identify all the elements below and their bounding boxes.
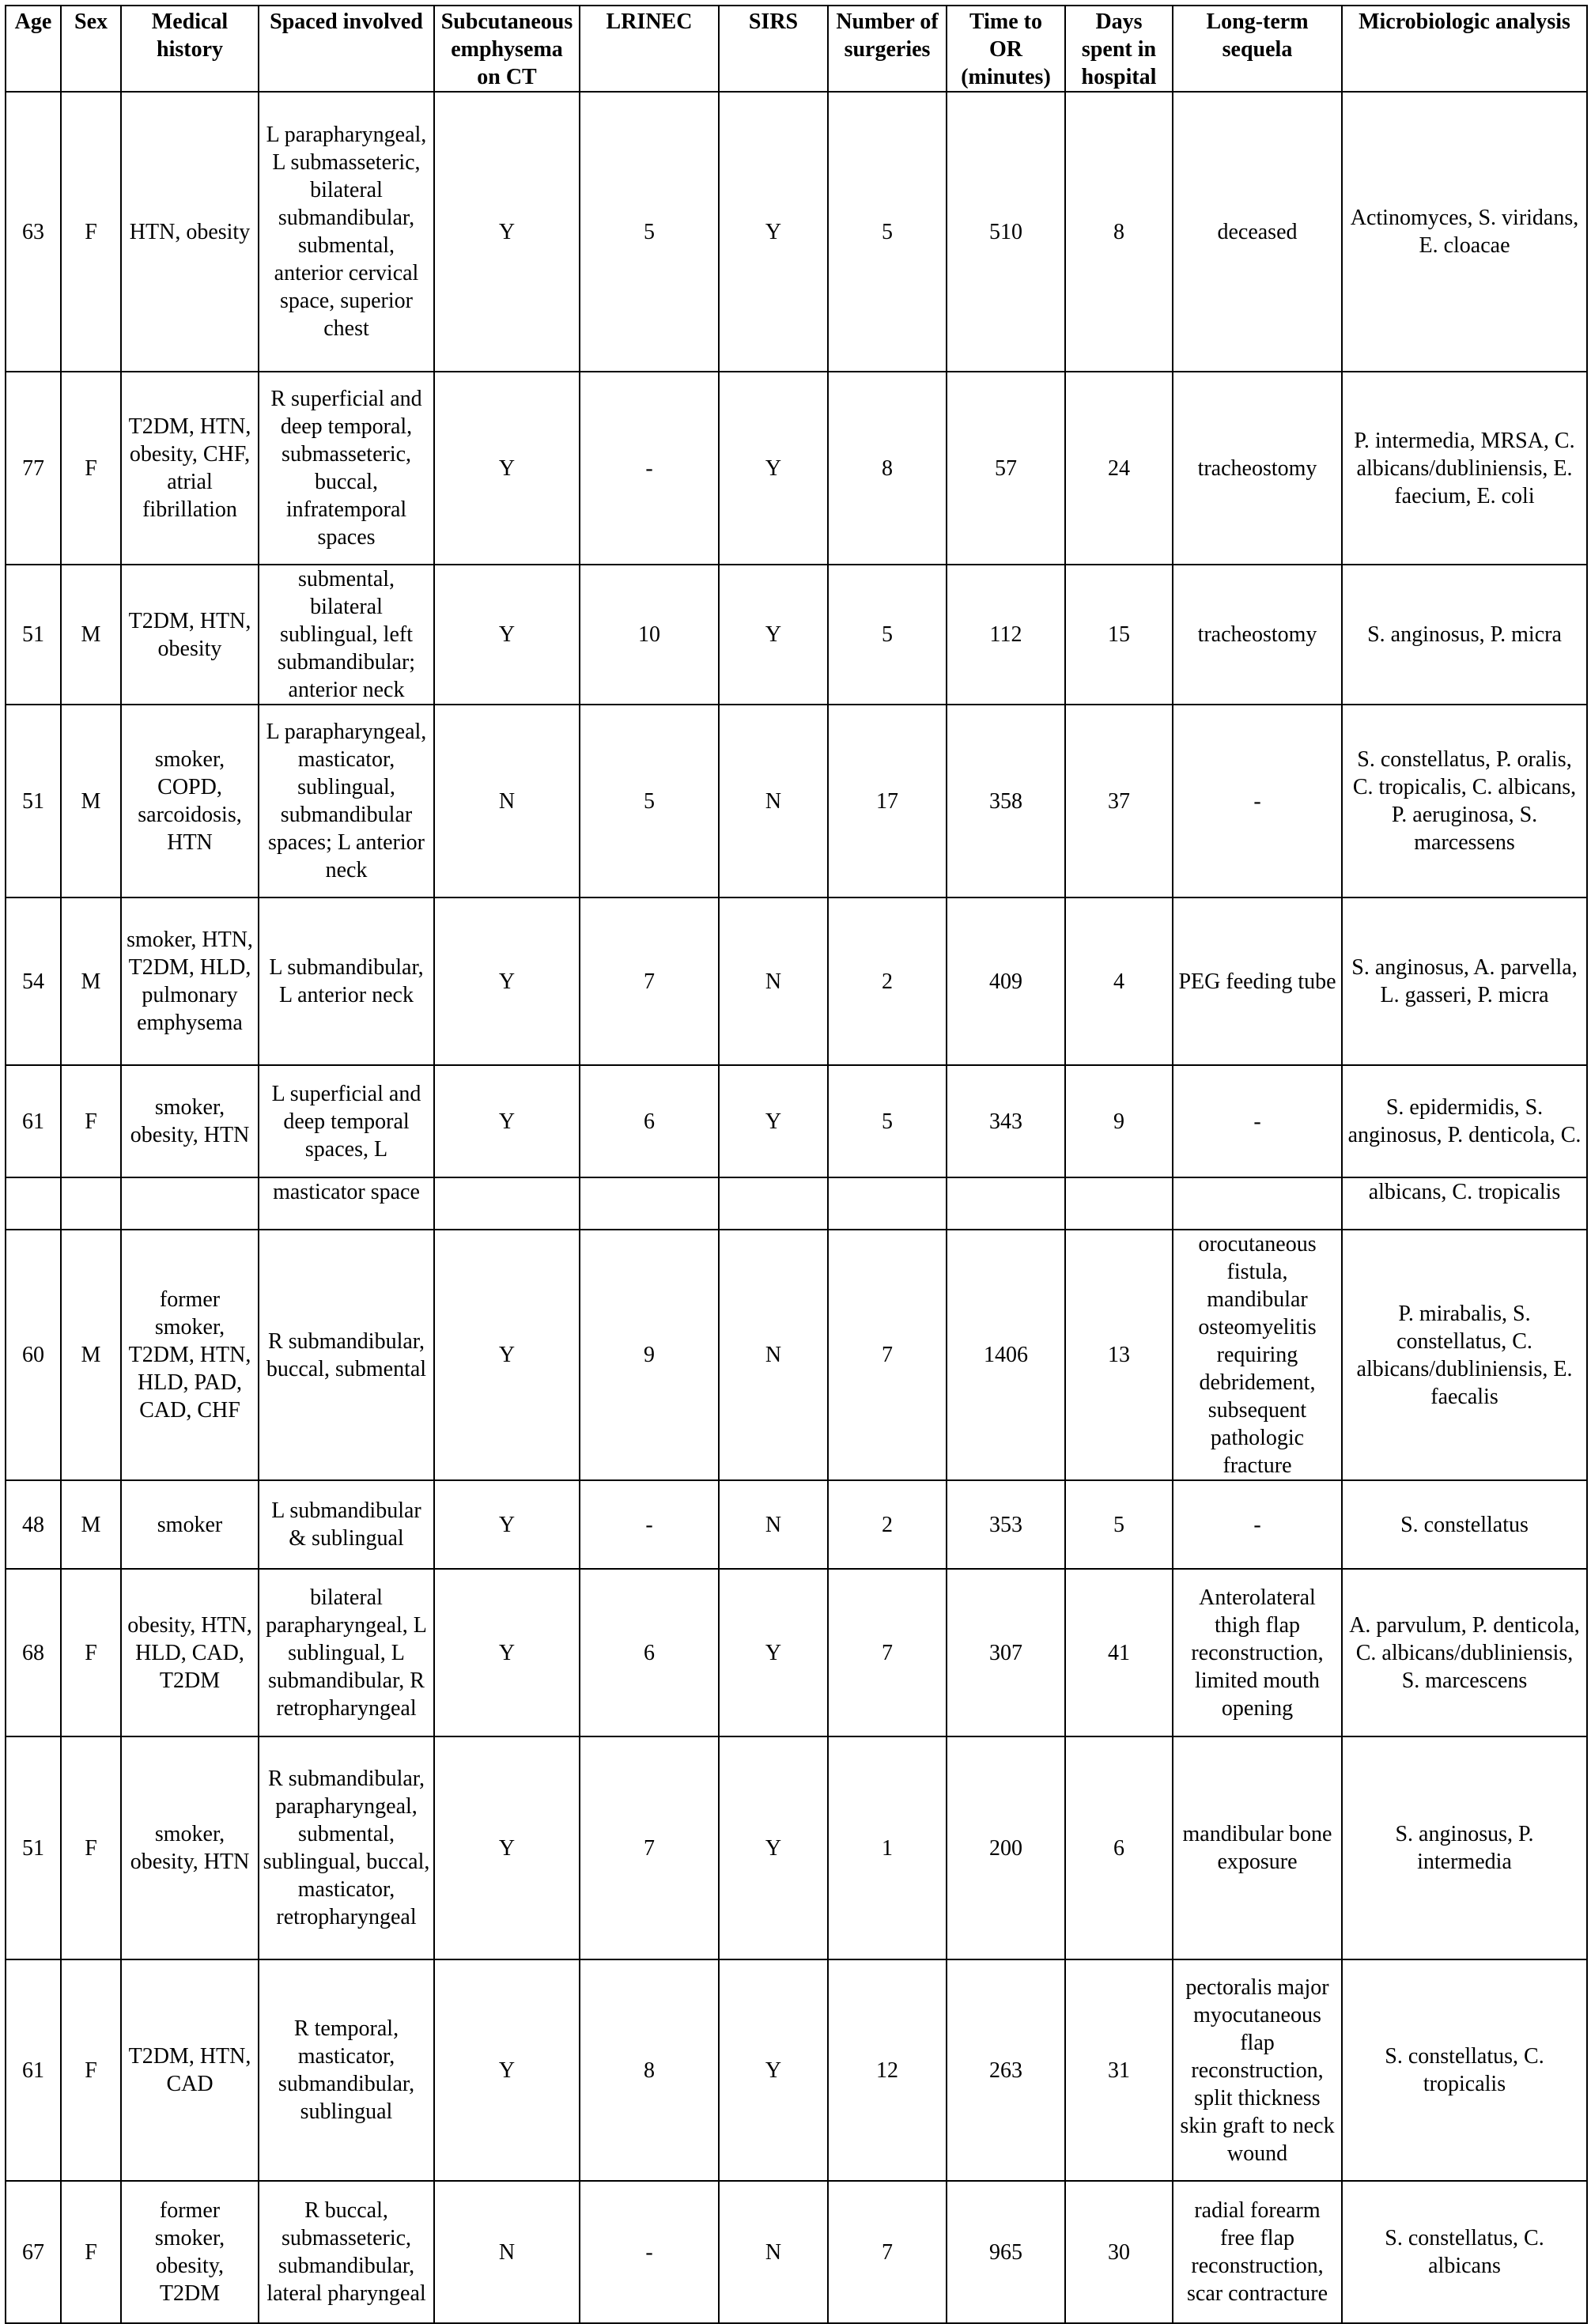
table-cell-subcutaneous-emphysema: Y [434,897,580,1065]
table-cell-sirs: Y [719,1959,828,2181]
table-cell-medical-history: former smoker, T2DM, HTN, HLD, PAD, CAD, CHF [121,1230,259,1480]
table-cell-days-in-hospital: 31 [1065,1959,1173,2181]
table-cell-days-in-hospital: 5 [1065,1480,1173,1569]
table-row [6,1569,1587,1736]
table-cell-spaces-involved: R temporal, masticator, submandibular, sublingual [259,1959,434,2181]
table-cell-sirs: Y [719,1065,828,1177]
table-cell-age: 67 [6,2181,61,2323]
table-cell-time-to-or: 965 [947,2181,1065,2323]
table-cell-days-in-hospital: 8 [1065,92,1173,372]
table-cell-long-term-sequela [1173,1177,1342,1230]
table-cell-sex: M [61,565,121,705]
table-cell-sex [61,1177,121,1230]
table-cell-days-in-hospital: 4 [1065,897,1173,1065]
table-cell-number-of-surgeries: 17 [828,705,947,897]
table-cell-long-term-sequela: mandibular bone exposure [1173,1736,1342,1959]
table-row [6,1959,1587,2181]
table-cell-age: 60 [6,1230,61,1480]
table-cell-age: 48 [6,1480,61,1569]
table-cell-age: 61 [6,1959,61,2181]
table-cell-days-in-hospital [1065,1177,1173,1230]
table-cell-time-to-or: 409 [947,897,1065,1065]
table-cell-medical-history: smoker [121,1480,259,1569]
table-cell-age: 54 [6,897,61,1065]
table-row [6,705,1587,897]
table-cell-medical-history: T2DM, HTN, obesity [121,565,259,705]
table-cell-number-of-surgeries: 2 [828,897,947,1065]
table-cell-sirs: Y [719,565,828,705]
table-cell-sirs: N [719,1230,828,1480]
table-cell-days-in-hospital: 30 [1065,2181,1173,2323]
table-cell-microbiologic-analysis: albicans, C. tropicalis [1342,1177,1587,1230]
table-cell-microbiologic-analysis: S. constellatus [1342,1480,1587,1569]
table-cell-sirs: Y [719,92,828,372]
table-cell-medical-history: smoker, COPD, sarcoidosis, HTN [121,705,259,897]
table-cell-time-to-or: 510 [947,92,1065,372]
table-cell-time-to-or: 307 [947,1569,1065,1736]
table-cell-number-of-surgeries: 8 [828,372,947,565]
table-body [6,92,1587,2323]
table-cell-time-to-or: 358 [947,705,1065,897]
table-row [6,1230,1587,1480]
table-cell-subcutaneous-emphysema: Y [434,1230,580,1480]
table-cell-age: 68 [6,1569,61,1736]
table-row [6,1177,1587,1230]
table-cell-spaces-involved: L parapharyngeal, masticator, sublingual, submandibular spaces; L anterior neck [259,705,434,897]
table-cell-subcutaneous-emphysema: Y [434,1959,580,2181]
table-cell-age: 63 [6,92,61,372]
table-cell-days-in-hospital: 15 [1065,565,1173,705]
table-cell-long-term-sequela: deceased [1173,92,1342,372]
table-cell-sex: M [61,1480,121,1569]
table-cell-time-to-or: 1406 [947,1230,1065,1480]
column-header-sirs: SIRS [719,6,828,92]
table-cell-long-term-sequela: PEG feeding tube [1173,897,1342,1065]
table-cell-sirs: N [719,897,828,1065]
table-cell-subcutaneous-emphysema: Y [434,1480,580,1569]
table-cell-subcutaneous-emphysema: Y [434,565,580,705]
column-header-days-in-hospital: Days spent in hospital [1065,6,1173,92]
table-cell-sex: M [61,705,121,897]
table-cell-subcutaneous-emphysema: Y [434,1736,580,1959]
table-cell-medical-history: smoker, HTN, T2DM, HLD, pulmonary emphysema [121,897,259,1065]
table-cell-long-term-sequela: orocutaneous fistula, mandibular osteomyelitis requiring debridement, subsequent pathologic fracture [1173,1230,1342,1480]
table-cell-subcutaneous-emphysema: Y [434,1569,580,1736]
table-row [6,1480,1587,1569]
table-cell-sex: M [61,897,121,1065]
table-cell-age: 51 [6,1736,61,1959]
table-cell-sirs [719,1177,828,1230]
table-cell-spaces-involved: R buccal, submasseteric, submandibular, lateral pharyngeal [259,2181,434,2323]
table-cell-time-to-or: 343 [947,1065,1065,1177]
table-cell-sirs: Y [719,372,828,565]
table-cell-days-in-hospital: 9 [1065,1065,1173,1177]
table-cell-days-in-hospital: 6 [1065,1736,1173,1959]
table-cell-medical-history: T2DM, HTN, obesity, CHF, atrial fibrillation [121,372,259,565]
table-cell-medical-history: T2DM, HTN, CAD [121,1959,259,2181]
table-cell-number-of-surgeries: 7 [828,2181,947,2323]
table-cell-microbiologic-analysis: P. intermedia, MRSA, C. albicans/dubliniensis, E. faecium, E. coli [1342,372,1587,565]
table-cell-spaces-involved: R superficial and deep temporal, submasseteric, buccal, infratemporal spaces [259,372,434,565]
table-cell-number-of-surgeries: 5 [828,565,947,705]
table-cell-lrinec: 7 [580,1736,719,1959]
table-cell-lrinec: - [580,2181,719,2323]
table-cell-spaces-involved: L parapharyngeal, L submasseteric, bilateral submandibular, submental, anterior cervical space, superior chest [259,92,434,372]
table-cell-sirs: N [719,705,828,897]
table-cell-sex: F [61,1569,121,1736]
table-cell-days-in-hospital: 24 [1065,372,1173,565]
table-cell-spaces-involved: R submandibular, parapharyngeal, submental, sublingual, buccal, masticator, retropharyngeal [259,1736,434,1959]
table-cell-microbiologic-analysis: P. mirabalis, S. constellatus, C. albicans/dubliniensis, E. faecalis [1342,1230,1587,1480]
table-cell-subcutaneous-emphysema: N [434,2181,580,2323]
table-cell-long-term-sequela: tracheostomy [1173,565,1342,705]
table-cell-subcutaneous-emphysema: Y [434,1065,580,1177]
table-cell-subcutaneous-emphysema [434,1177,580,1230]
table-cell-spaces-involved: bilateral parapharyngeal, L sublingual, L submandibular, R retropharyngeal [259,1569,434,1736]
table-cell-time-to-or: 263 [947,1959,1065,2181]
table-cell-subcutaneous-emphysema: Y [434,372,580,565]
table-cell-sirs: N [719,2181,828,2323]
table-cell-number-of-surgeries: 12 [828,1959,947,2181]
table-cell-age: 51 [6,705,61,897]
table-cell-microbiologic-analysis: S. constellatus, P. oralis, C. tropicalis, C. albicans, P. aeruginosa, S. marcessens [1342,705,1587,897]
table-cell-lrinec: - [580,372,719,565]
table-header-row [6,6,1587,92]
column-header-subcutaneous-emphysema: Subcutaneous emphysema on CT [434,6,580,92]
table-cell-number-of-surgeries: 7 [828,1230,947,1480]
table-cell-spaces-involved: masticator space [259,1177,434,1230]
table-cell-days-in-hospital: 37 [1065,705,1173,897]
column-header-time-to-or: Time to OR (minutes) [947,6,1065,92]
table-cell-age [6,1177,61,1230]
table-cell-sex: M [61,1230,121,1480]
table-cell-subcutaneous-emphysema: N [434,705,580,897]
table-cell-days-in-hospital: 41 [1065,1569,1173,1736]
table-cell-sex: F [61,1065,121,1177]
column-header-spaces-involved: Spaced involved [259,6,434,92]
table-row [6,372,1587,565]
table-cell-microbiologic-analysis: A. parvulum, P. denticola, C. albicans/dubliniensis, S. marcescens [1342,1569,1587,1736]
table-cell-time-to-or: 57 [947,372,1065,565]
table-cell-microbiologic-analysis: S. constellatus, C. albicans [1342,2181,1587,2323]
table-cell-microbiologic-analysis: S. epidermidis, S. anginosus, P. denticola, C. [1342,1065,1587,1177]
table-cell-sirs: N [719,1480,828,1569]
table-cell-lrinec: 10 [580,565,719,705]
table-cell-long-term-sequela: - [1173,705,1342,897]
column-header-sex: Sex [61,6,121,92]
table-cell-number-of-surgeries: 1 [828,1736,947,1959]
table-cell-subcutaneous-emphysema: Y [434,92,580,372]
table-cell-spaces-involved: R submandibular, buccal, submental [259,1230,434,1480]
table-cell-number-of-surgeries [828,1177,947,1230]
table-cell-microbiologic-analysis: S. anginosus, P. intermedia [1342,1736,1587,1959]
table-cell-lrinec: 9 [580,1230,719,1480]
table-cell-sex: F [61,1959,121,2181]
table-cell-microbiologic-analysis: Actinomyces, S. viridans, E. cloacae [1342,92,1587,372]
table-cell-sex: F [61,92,121,372]
table-cell-microbiologic-analysis: S. anginosus, A. parvella, L. gasseri, P. micra [1342,897,1587,1065]
table-row [6,897,1587,1065]
clinical-data-table [5,5,1588,2324]
column-header-number-of-surgeries: Number of surgeries [828,6,947,92]
table-cell-microbiologic-analysis: S. constellatus, C. tropicalis [1342,1959,1587,2181]
table-cell-lrinec: - [580,1480,719,1569]
column-header-long-term-sequela: Long-term sequela [1173,6,1342,92]
table-row [6,1736,1587,1959]
table-cell-long-term-sequela: pectoralis major myocutaneous flap reconstruction, split thickness skin graft to neck wound [1173,1959,1342,2181]
table-cell-sex: F [61,372,121,565]
table-cell-lrinec: 5 [580,92,719,372]
column-header-age: Age [6,6,61,92]
table-cell-medical-history: smoker, obesity, HTN [121,1065,259,1177]
table-cell-sirs: Y [719,1736,828,1959]
table-cell-number-of-surgeries: 5 [828,92,947,372]
table-cell-time-to-or: 353 [947,1480,1065,1569]
table-cell-long-term-sequela: - [1173,1480,1342,1569]
table-row [6,2181,1587,2323]
table-cell-medical-history: obesity, HTN, HLD, CAD, T2DM [121,1569,259,1736]
column-header-microbiologic-analysis: Microbiologic analysis [1342,6,1587,92]
table-cell-medical-history: HTN, obesity [121,92,259,372]
table-cell-number-of-surgeries: 7 [828,1569,947,1736]
table-cell-time-to-or: 200 [947,1736,1065,1959]
table-cell-lrinec: 5 [580,705,719,897]
table-cell-long-term-sequela: - [1173,1065,1342,1177]
table-cell-number-of-surgeries: 5 [828,1065,947,1177]
column-header-medical-history: Medical history [121,6,259,92]
table-cell-long-term-sequela: Anterolateral thigh flap reconstruction, limited mouth opening [1173,1569,1342,1736]
table-cell-spaces-involved: L submandibular, L anterior neck [259,897,434,1065]
table-cell-days-in-hospital: 13 [1065,1230,1173,1480]
table-cell-time-to-or: 112 [947,565,1065,705]
table-cell-lrinec: 7 [580,897,719,1065]
table-cell-spaces-involved: L submandibular & sublingual [259,1480,434,1569]
table-cell-medical-history: former smoker, obesity, T2DM [121,2181,259,2323]
table-cell-sex: F [61,2181,121,2323]
table-row [6,1065,1587,1177]
table-cell-sex: F [61,1736,121,1959]
table-cell-number-of-surgeries: 2 [828,1480,947,1569]
table-cell-age: 51 [6,565,61,705]
table-cell-sirs: Y [719,1569,828,1736]
table-cell-time-to-or [947,1177,1065,1230]
table-cell-medical-history [121,1177,259,1230]
table-cell-lrinec: 6 [580,1065,719,1177]
table-cell-long-term-sequela: radial forearm free flap reconstruction, scar contracture [1173,2181,1342,2323]
table-cell-age: 61 [6,1065,61,1177]
table-cell-lrinec [580,1177,719,1230]
table-cell-spaces-involved: submental, bilateral sublingual, left submandibular; anterior neck [259,565,434,705]
table-cell-age: 77 [6,372,61,565]
table-cell-spaces-involved: L superficial and deep temporal spaces, L [259,1065,434,1177]
table-cell-microbiologic-analysis: S. anginosus, P. micra [1342,565,1587,705]
table-row [6,565,1587,705]
table-row [6,92,1587,372]
table-cell-lrinec: 6 [580,1569,719,1736]
table-cell-lrinec: 8 [580,1959,719,2181]
table-cell-long-term-sequela: tracheostomy [1173,372,1342,565]
column-header-lrinec: LRINEC [580,6,719,92]
table-cell-medical-history: smoker, obesity, HTN [121,1736,259,1959]
